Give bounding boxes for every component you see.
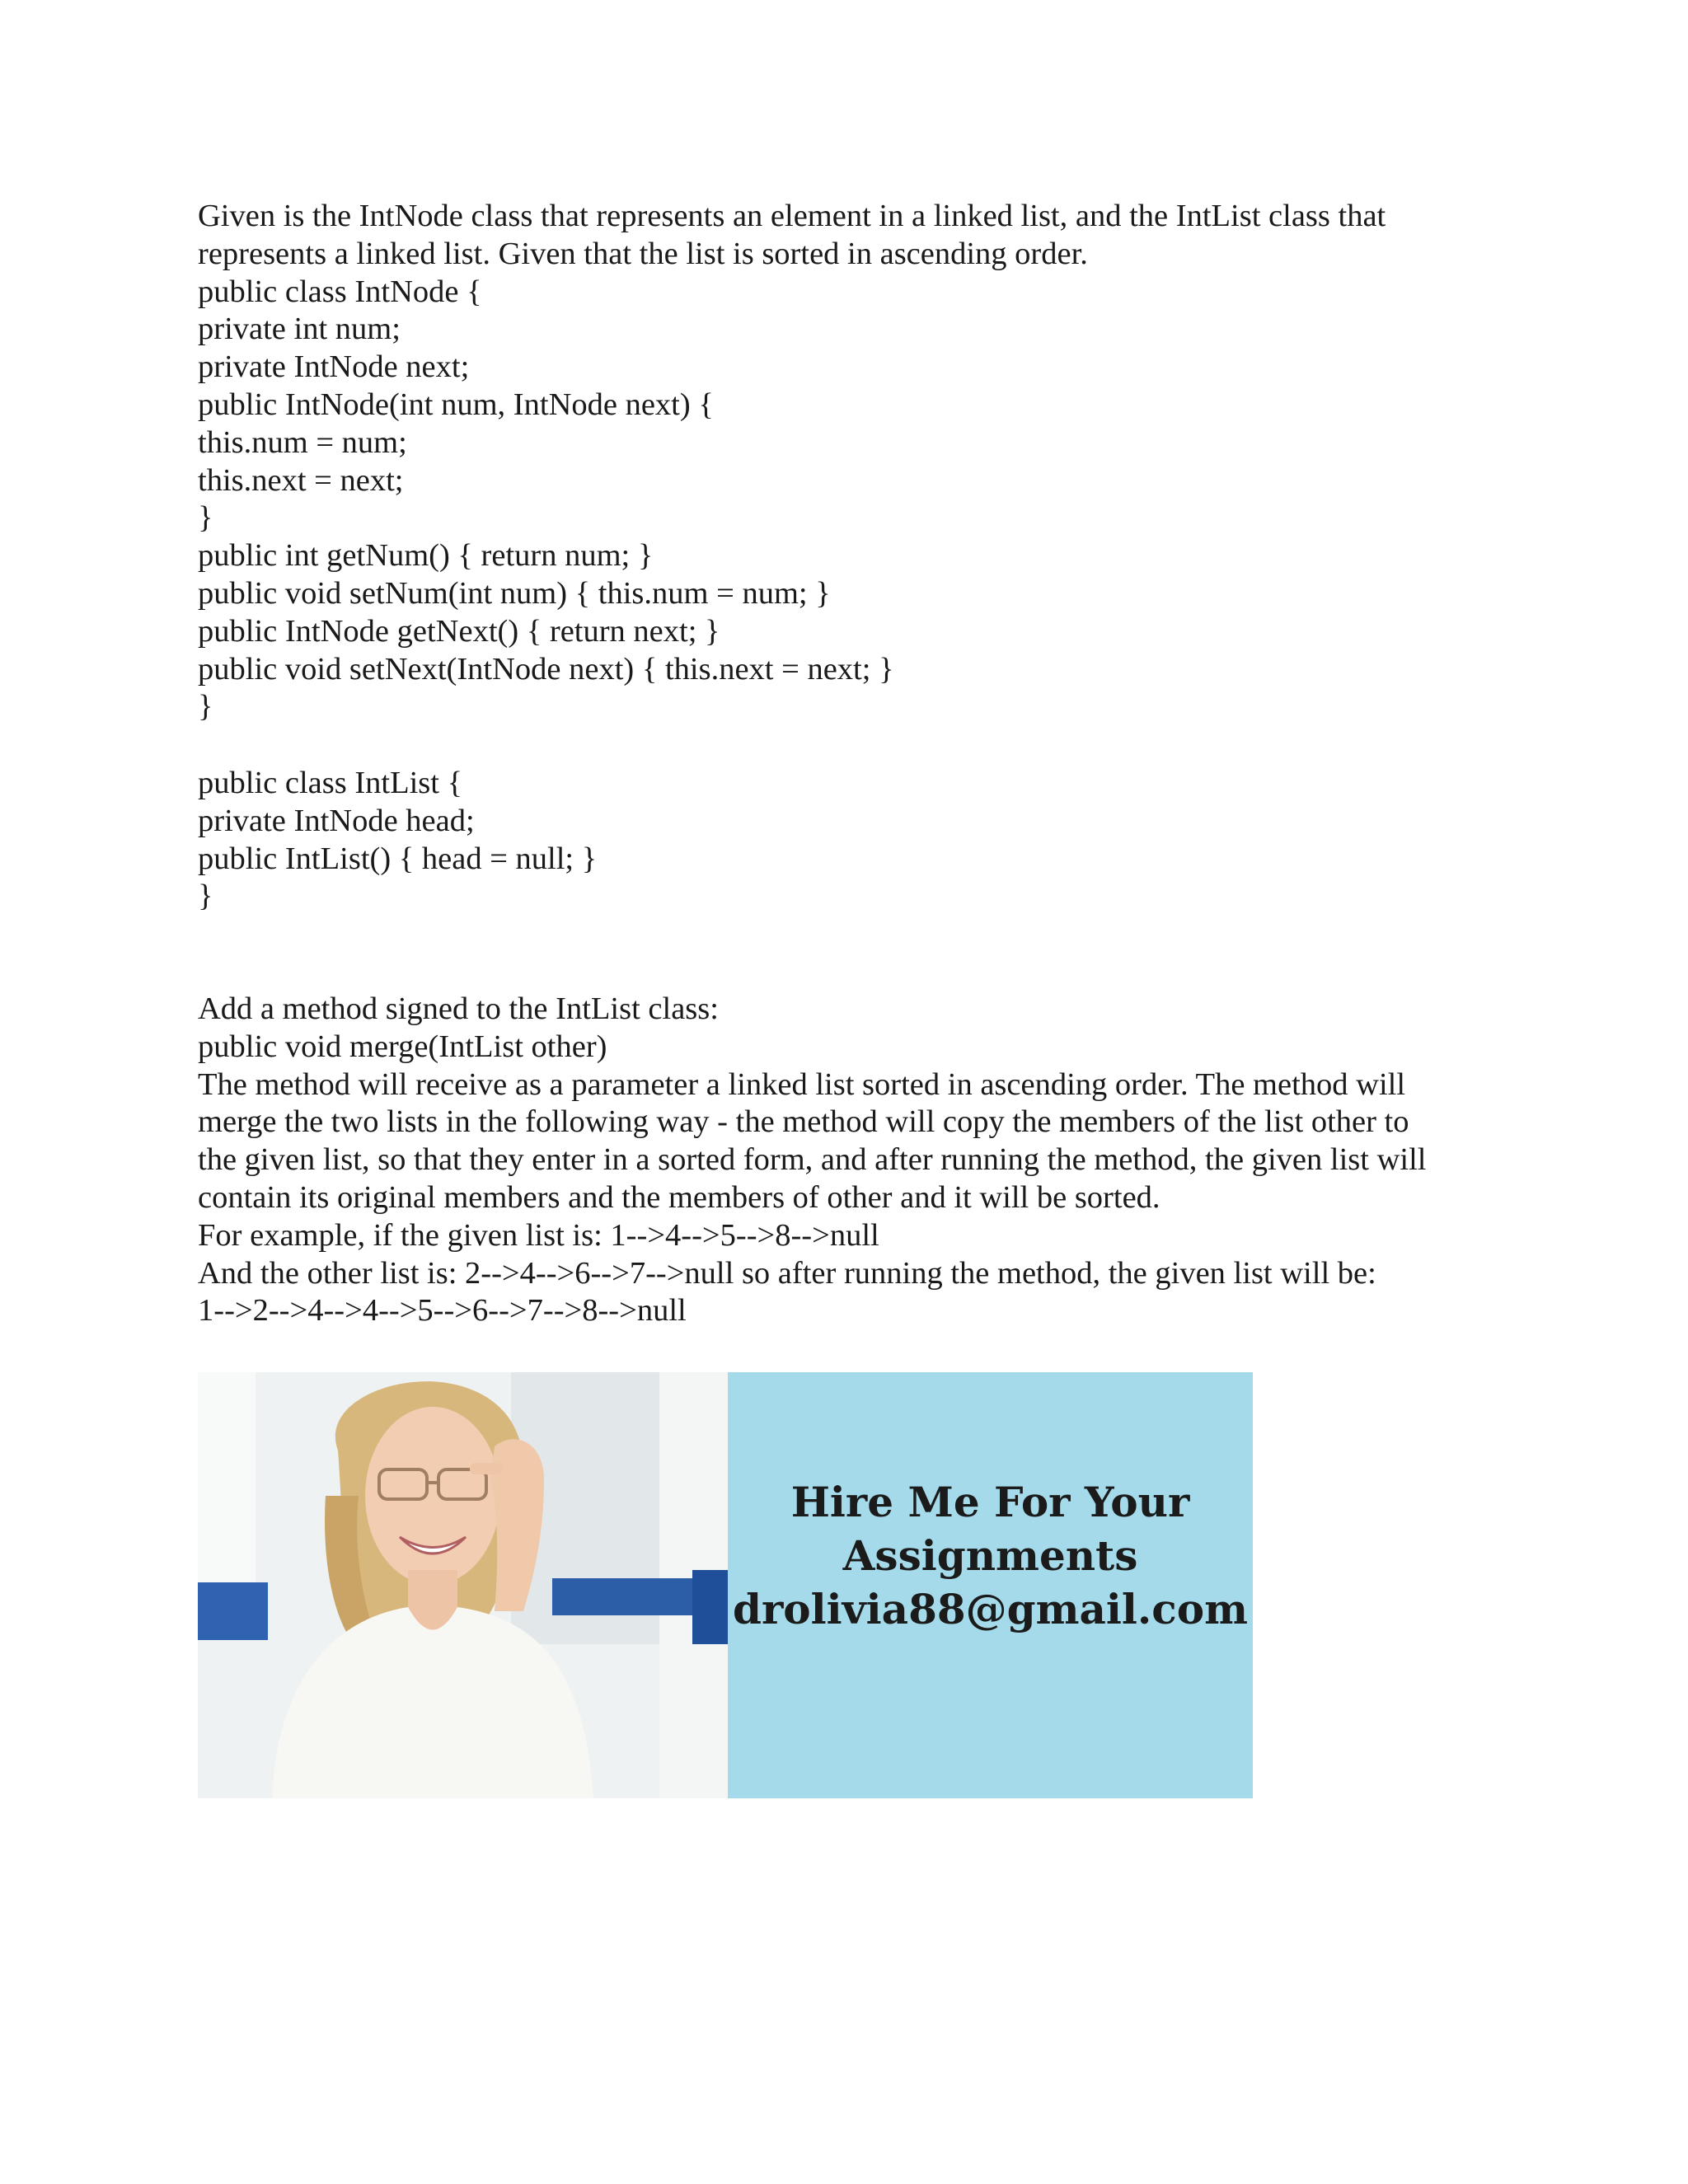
task-text-block (198, 991, 1550, 1330)
ad-text-panel (728, 1372, 1253, 1798)
code-line: private int num; (198, 312, 401, 347)
code-line: } (198, 500, 213, 536)
method-signature: public void merge(IntList other) (198, 1029, 607, 1064)
task-line: Add a method signed to the IntList class: (198, 991, 719, 1026)
code-line: public int getNum() { return num; } (198, 538, 654, 574)
intlist-code-block (198, 765, 1550, 916)
example-result-line: 1-->2-->4-->4-->5-->6-->7-->8-->null (198, 1293, 687, 1329)
code-line: public void setNum(int num) { this.num = num; } (198, 575, 831, 611)
intro-line: Given is the IntNode class that represents an element in a linked list, and the IntList class that (198, 199, 1386, 233)
intro-line: represents a linked list. Given that the list is sorted in ascending order. (198, 236, 1088, 271)
ad-email: drolivia88@gmail.com (732, 1585, 1249, 1633)
task-line: the given list, so that they enter in a sorted form, and after running the method, the given list will (198, 1142, 1427, 1178)
code-line: public void setNext(IntNode next) { this.next = next; } (198, 651, 894, 687)
code-line: } (198, 879, 213, 914)
example-line: For example, if the given list is: 1-->4-->5-->8-->null (198, 1217, 879, 1253)
intro-text-block (198, 198, 1550, 726)
code-line: this.next = next; (198, 462, 404, 498)
example-line: And the other list is: 2-->4-->6-->7-->null so after running the method, the given list will be: (198, 1255, 1376, 1291)
code-line: this.num = num; (198, 424, 407, 460)
code-line: public IntNode(int num, IntNode next) { (198, 387, 714, 422)
advertisement-banner (198, 1372, 1253, 1798)
code-line: } (198, 689, 213, 724)
ad-subheadline: Assignments (842, 1531, 1138, 1580)
code-line: public IntNode getNext() { return next; } (198, 613, 720, 649)
code-line: public class IntNode { (198, 274, 482, 309)
woman-illustration (198, 1372, 728, 1798)
code-line: private IntNode next; (198, 349, 470, 385)
ad-headline: Hire Me For Your (790, 1478, 1190, 1526)
code-line: private IntNode head; (198, 803, 475, 838)
task-line: merge the two lists in the following way - the method will copy the members of the list other to (198, 1104, 1409, 1140)
task-line: contain its original members and the members of other and it will be sorted. (198, 1179, 1160, 1215)
ad-message (728, 1475, 1253, 1636)
code-line: public IntList() { head = null; } (198, 841, 598, 876)
code-line: public class IntList { (198, 766, 463, 800)
task-line: The method will receive as a parameter a linked list sorted in ascending order. The method will (198, 1066, 1406, 1102)
woman-photo (198, 1372, 728, 1798)
